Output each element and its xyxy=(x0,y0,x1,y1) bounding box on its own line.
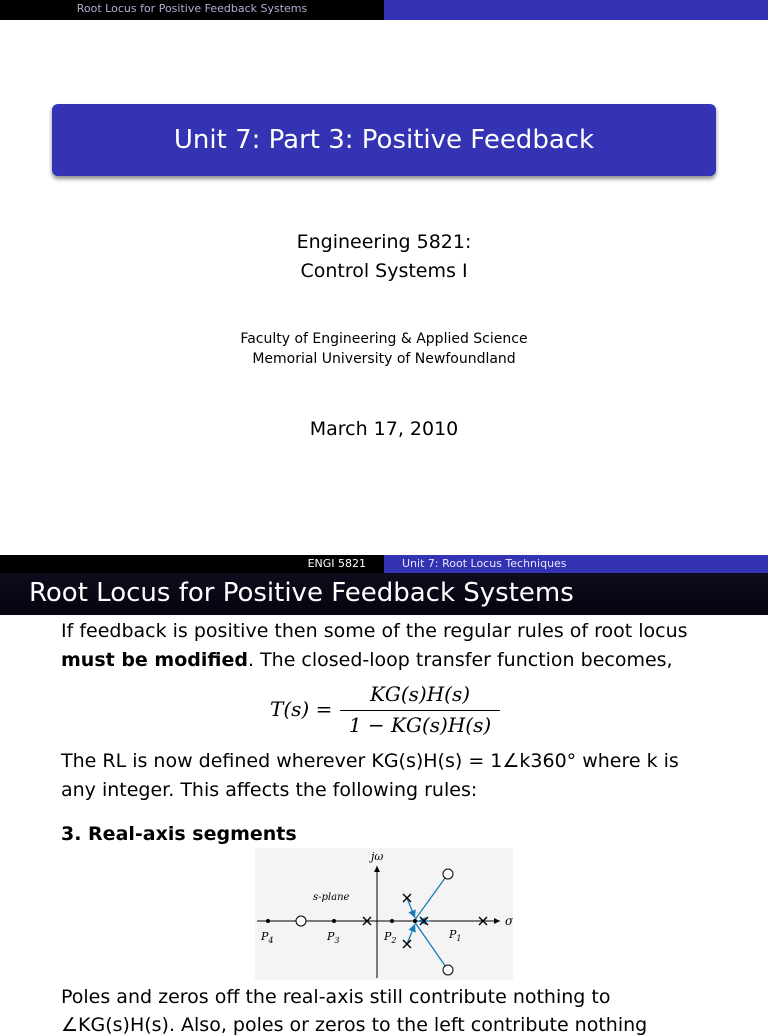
formula-denominator: 1 − KG(s)H(s) xyxy=(348,713,492,737)
label-p2: $P_2$ xyxy=(384,930,397,945)
emphasis-text: must be modified xyxy=(61,649,248,671)
zero-marker xyxy=(296,916,306,926)
frame-title: Root Locus for Positive Feedback Systems xyxy=(29,578,574,608)
jw-label: jω xyxy=(371,850,384,863)
header-course: ENGI 5821 xyxy=(307,557,366,570)
faculty-name: Faculty of Engineering & Applied Science xyxy=(240,331,528,347)
paragraph-line: If feedback is positive then some of the regular rules of root locus xyxy=(61,620,688,642)
header-blue-band xyxy=(384,0,768,20)
label-p3: $P_3$ xyxy=(327,930,340,945)
course-number: Engineering 5821: xyxy=(296,231,472,253)
zero-marker xyxy=(443,869,453,879)
paragraph-line: any integer. This affects the following rules: xyxy=(61,779,478,801)
locus-branch xyxy=(414,874,448,921)
locus-branch xyxy=(414,921,448,970)
point-p1 xyxy=(413,919,417,923)
locus-branch xyxy=(407,898,415,918)
zero-marker xyxy=(443,965,453,975)
header-section-title: Root Locus for Positive Feedback Systems xyxy=(0,0,384,20)
presentation-date: March 17, 2010 xyxy=(309,418,459,440)
paragraph-line xyxy=(61,649,673,671)
s-plane-svg xyxy=(255,848,513,980)
formula-numerator: KG(s)H(s) xyxy=(369,682,471,706)
point-p3 xyxy=(332,919,336,923)
locus-branch xyxy=(407,924,415,944)
paragraph-text: . The closed-loop transfer function becomes, xyxy=(247,649,673,671)
label-p1: $P_1$ xyxy=(449,928,462,943)
header-unit: Unit 7: Root Locus Techniques xyxy=(384,555,768,573)
paragraph-line: Poles and zeros off the real-axis still contribute nothing to xyxy=(61,986,611,1008)
section-heading: 3. Real-axis segments xyxy=(61,823,297,845)
sigma-label: σ xyxy=(505,914,513,928)
university-name: Memorial University of Newfoundland xyxy=(252,351,516,367)
label-p4: $P_4$ xyxy=(261,930,274,945)
title-banner: Unit 7: Part 3: Positive Feedback xyxy=(52,104,716,176)
s-plane-diagram xyxy=(255,848,513,980)
fraction-bar xyxy=(340,710,500,711)
formula-lhs: T(s) = xyxy=(270,697,333,721)
point-p4 xyxy=(266,919,270,923)
s-plane-label: s-plane xyxy=(313,892,350,903)
point-p2 xyxy=(390,919,394,923)
paragraph-line: The RL is now defined wherever KG(s)H(s) = 1∠k360° where k is xyxy=(61,750,679,772)
course-name: Control Systems I xyxy=(300,260,468,282)
paragraph-line: ∠KG(s)H(s). Also, poles or zeros to the left contribute nothing xyxy=(61,1014,648,1036)
